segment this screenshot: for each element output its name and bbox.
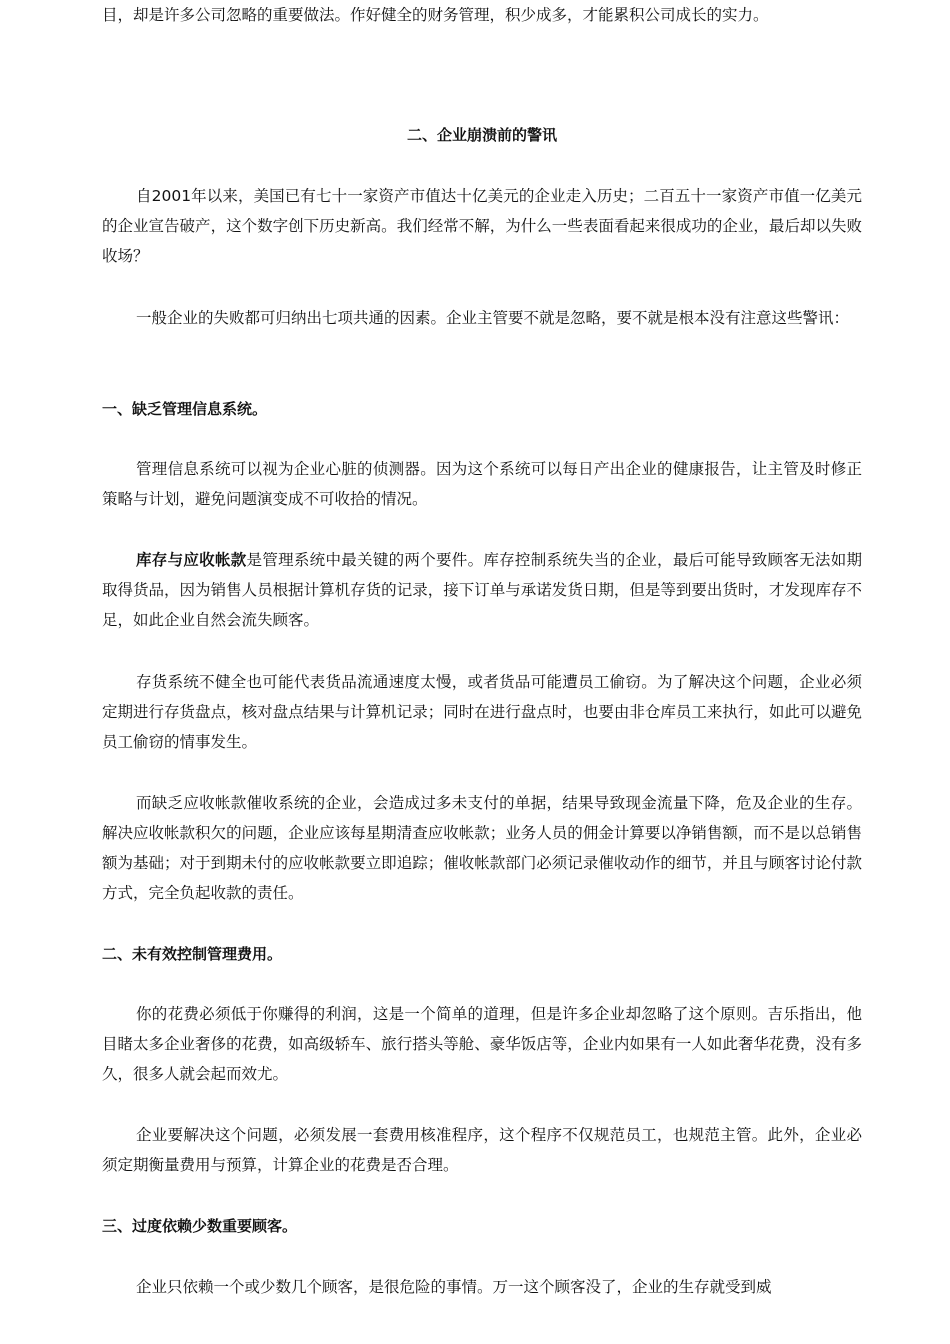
p1-rest: 年以来，美国已有七十一家资产市值达十亿美元的企业走入历史；二百五十一家资产市值一亿美元的企业宣告破产，这个数字创下历史新高。我们经常不解，为什么一些表面看起来很成功的企业，最后却以失败收场？ [102, 187, 862, 265]
paragraph-expense-approval: 企业要解决这个问题，必须发展一套费用核准程序，这个程序不仅规范员工，也规范主管。此外，企业必须定期衡量费用与预算，计算企业的花费是否合理。 [102, 1126, 862, 1174]
heading-expenses: 二、未有效控制管理费用。 [102, 945, 283, 963]
paragraph-inventory-system: 存货系统不健全也可能代表货品流通速度太慢，或者货品可能遭员工偷窃。为了解决这个问题，企业必须定期进行存货盘点，核对盘点结果与计算机记录；同时在进行盘点时，也要由非仓库员工来执行，如此可以避免员工偷窃的情事发生。 [102, 673, 862, 751]
paragraph-receivables-collection: 而缺乏应收帐款催收系统的企业，会造成过多未支付的单据，结果导致现金流量下降，危及企业的生存。解决应收帐款积欠的问题，企业应该每星期清查应收帐款；业务人员的佣金计算要以净销售额，而不是以总销售额为基础；对于到期未付的应收帐款要立即追踪；催收帐款部门必须记录催收动作的细节，并且与顾客讨论付款方式，完全负起收款的责任。 [102, 794, 862, 902]
section-title: 二、企业崩溃前的警讯 [406, 126, 557, 144]
paragraph-mis-detector: 管理信息系统可以视为企业心脏的侦测器。因为这个系统可以每日产出企业的健康报告，让主管及时修正策略与计划，避免问题演变成不可收拾的情况。 [102, 460, 862, 508]
paragraph-few-customers: 企业只依赖一个或少数几个顾客，是很危险的事情。万一这个顾客没了，企业的生存就受到威 [136, 1278, 772, 1296]
p1-prefix: 自 [136, 187, 152, 205]
p4-bold-term: 库存与应收帐款 [136, 551, 247, 569]
paragraph-spending: 你的花费必须低于你赚得的利润，这是一个简单的道理，但是许多企业却忽略了这个原则。吉乐指出，他目睹太多企业奢侈的花费，如高级轿车、旅行搭头等舱、豪华饭店等，企业内如果有一人如此奢华花费，没有多久，很多人就会起而效尤。 [102, 1005, 862, 1083]
paragraph-inventory-receivables [102, 545, 862, 635]
heading-customers: 三、过度依赖少数重要顾客。 [102, 1217, 298, 1235]
heading-mis: 一、缺乏管理信息系统。 [102, 400, 268, 418]
p4-rest: 是管理系统中最关键的两个要件。库存控制系统失当的企业，最后可能导致顾客无法如期取得货品，因为销售人员根据计算机存货的记录，接下订单与承诺发货日期，但是等到要出货时，才发现库存不足，如此企业自然会流失顾客。 [102, 551, 862, 629]
intro-tail-paragraph: 目，却是许多公司忽略的重要做法。作好健全的财务管理，积少成多，才能累积公司成长的实力。 [102, 6, 769, 24]
paragraph-bankruptcy-stats [102, 181, 862, 271]
p1-year: 2001 [151, 187, 192, 205]
paragraph-seven-factors: 一般企业的失败都可归纳出七项共通的因素。企业主管要不就是忽略，要不就是根本没有注意这些警讯： [136, 309, 850, 327]
